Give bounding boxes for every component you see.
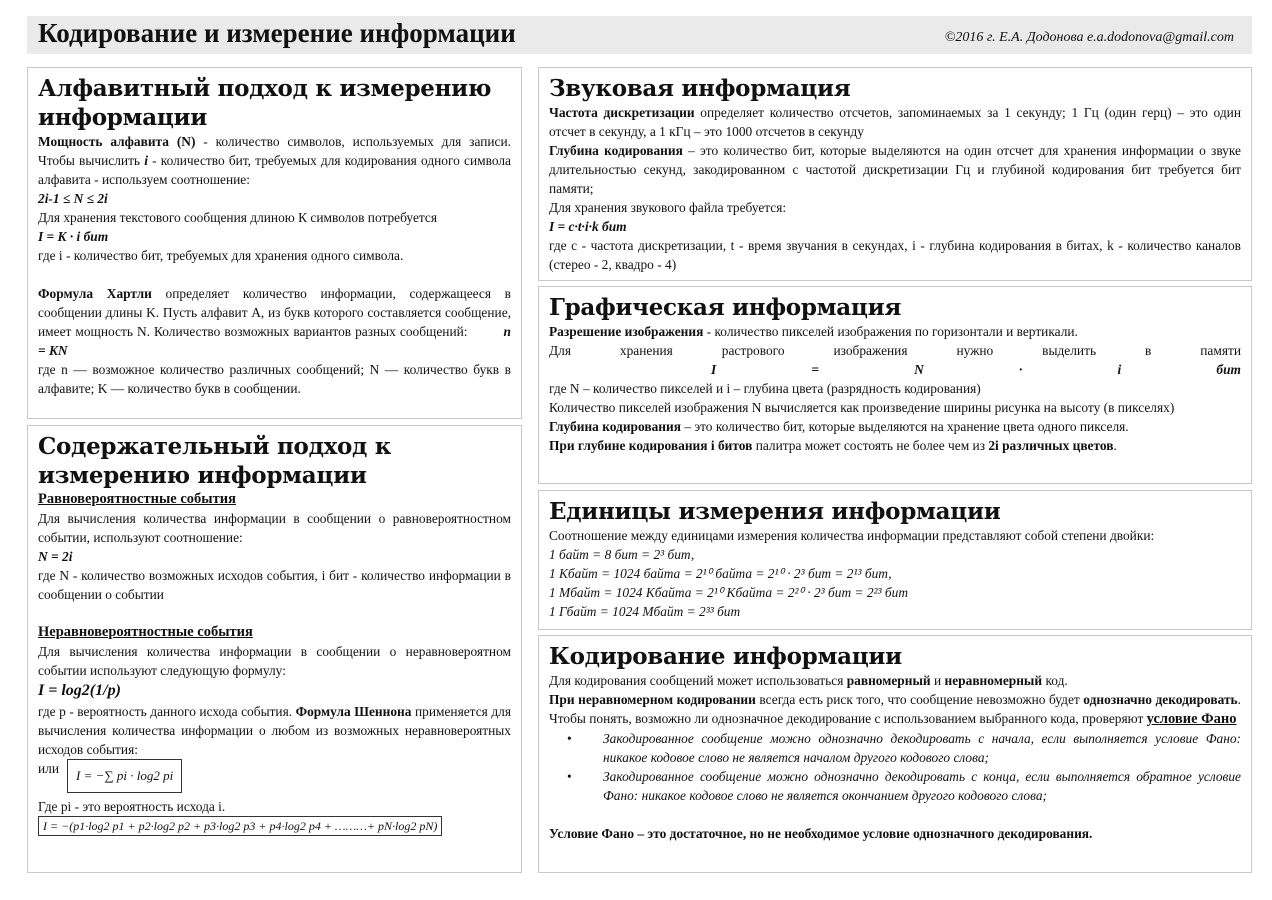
equal-events-title: Равновероятностные события (38, 491, 236, 507)
hartley-paragraph: Формула Хартли определяет количество информации, содержащееся в сообщении длины K. Пусть алфавит A, из букв которого составляется сообщение, имеет мощность N. Количество возможных вариантов разных сообщений: n = KN (38, 286, 511, 358)
sound-p2: Глубина кодирования – это количество бит, которые выделяются на один отсчет для хранения информации о звуке длительностью секунд, закодированном с частотой дискретизации Гц и глубиной кодирования бит требуется бит памяти; (549, 143, 1241, 196)
coding-title: Кодирование информации (549, 643, 902, 670)
graphics-p5: Глубина кодирования – это количество бит, которые выделяются на хранение цвета одного пикселя. (549, 419, 1129, 434)
graphics-p4: Количество пикселей изображения N вычисляется как произведение ширины рисунка на высоту (в пикселях) (549, 400, 1175, 415)
equal-p1: Для вычисления количества информации в сообщении о равновероятностном событии, используют соотношение: (38, 511, 511, 545)
graphics-title: Графическая информация (549, 294, 902, 321)
units-p1: Соотношение между единицами измерения количества информации представляют собой степени двойки: (549, 528, 1155, 543)
alphabet-p3: где i - количество бит, требуемых для хранения одного символа. (38, 248, 404, 263)
shannon-paragraph: где p - вероятность данного исхода события. Формула Шеннона применяется для вычисления количества информации о любом из возможных неравновероятных исходов события: (38, 704, 511, 757)
sound-title: Звуковая информация (549, 75, 851, 102)
graphics-formula: I = N · i бит (711, 362, 1241, 377)
alphabet-formula-1: 2i-1 ≤ N ≤ 2i (38, 191, 108, 206)
alphabet-p2: Для хранения текстового сообщения длиною К символов потребуется (38, 210, 438, 225)
log-formula: I = log2(1/p) (38, 682, 121, 699)
graphics-p1: Разрешение изображения - количество пикселей изображения по горизонтали и вертикали. (549, 324, 1078, 339)
fano-bullet-1: • Закодированное сообщение можно однозначно декодировать с начала, если выполняется условие Фано: никакое кодовое слово не является началом другого кодового слова; (603, 729, 1241, 767)
sum-formula-row (38, 759, 511, 793)
or-label: или (38, 761, 60, 776)
alphabet-title: Алфавитный подход к измерению информации (38, 75, 492, 131)
page-header (27, 16, 1252, 54)
graphics-p2: Для хранения растрового изображения нужно выделить в памяти (549, 343, 1241, 358)
fano-list (549, 729, 1241, 805)
fano-bullet-2: • Закодированное сообщение можно однозначно декодировать с конца, если выполняется обратное условие Фано: никакое кодовое слово не является окончанием другого кодового слова; (603, 767, 1241, 805)
units-line-4: 1 Гбайт = 1024 Мбайт = 2³³ бит (549, 604, 741, 619)
coding-p1: Для кодирования сообщений может использоваться равномерный и неравномерный код. (549, 673, 1068, 688)
units-line-1: 1 байт = 8 бит = 2³ бит, (549, 547, 695, 562)
where-p: Где pi - это вероятность исхода i. (38, 799, 226, 814)
alphabet-formula-2: I = K · i бит (38, 229, 109, 244)
alphabet-card (27, 67, 522, 419)
alphabet-p4: где n — возможное количество различных сообщений; N — количество букв в алфавите; K — количество букв в сообщении. (38, 362, 511, 396)
unequal-events-title: Неравновероятностные события (38, 624, 253, 640)
equal-formula: N = 2i (38, 549, 73, 564)
sound-formula: I = c·t·i·k бит (549, 219, 627, 234)
graphics-card (538, 286, 1252, 484)
equal-p2: где N - количество возможных исходов события, i бит - количество информации в сообщении о событии (38, 568, 511, 602)
sound-p4: где c - частота дискретизации, t - время звучания в секундах, i - глубина кодирования в битах, k - количество каналов (стерео - 2, квадро - 4) (549, 238, 1241, 272)
units-title: Единицы измерения информации (549, 498, 1001, 525)
content-title: Содержательный подход к измерению информации (38, 433, 392, 489)
sound-card (538, 67, 1252, 281)
sum-formula: I = −∑ pi · log2 pi (67, 759, 182, 793)
graphics-p3: где N – количество пикселей и i – глубина цвета (разрядность кодирования) (549, 381, 981, 396)
page-title: Кодирование и измерение информации (38, 18, 516, 48)
units-line-2: 1 Кбайт = 1024 байта = 2¹⁰ байта = 2¹⁰ · 2³ бит = 2¹³ бит, (549, 566, 892, 581)
copyright: ©2016 г. Е.А. Додонова e.a.dodonova@gmail.com (944, 30, 1234, 45)
fano-conclusion: Условие Фано – это достаточное, но не необходимое условие однозначного декодирования. (549, 826, 1093, 841)
sound-p3: Для хранения звукового файла требуется: (549, 200, 787, 215)
graphics-p6: При глубине кодирования i битов палитра может состоять не более чем из 2i различных цветов. (549, 438, 1117, 453)
sound-p1: Частота дискретизации определяет количество отсчетов, запоминаемых за 1 секунду; 1 Гц (один герц) – это один отсчет в секунду, а 1 кГц – это 1000 отсчетов в секунду (549, 105, 1241, 139)
coding-p2: При неравномерном кодировании всегда есть риск того, что сообщение невозможно будет однозначно декодировать. Чтобы понять, возможно ли однозначное декодирование с использованием выбранного кода, проверяют условие Фано (549, 692, 1241, 727)
alphabet-p1: Мощность алфавита (N) - количество символов, используемых для записи. Чтобы вычислить i - количество бит, требуемых для кодирования одного символа алфавита - используем соотношение: (38, 134, 511, 187)
units-line-3: 1 Мбайт = 1024 Кбайта = 2¹⁰ Кбайта = 2²⁰ · 2³ бит = 2²³ бит (549, 585, 909, 600)
unequal-p1: Для вычисления количества информации в сообщении о неравновероятном событии используют следующую формулу: (38, 644, 511, 678)
content-card (27, 425, 522, 873)
long-formula: I = −(p1·log2 p1 + p2·log2 p2 + p3·log2 p3 + p4·log2 p4 + ………+ pN·log2 pN) (38, 816, 442, 836)
units-card (538, 490, 1252, 630)
coding-card (538, 635, 1252, 873)
